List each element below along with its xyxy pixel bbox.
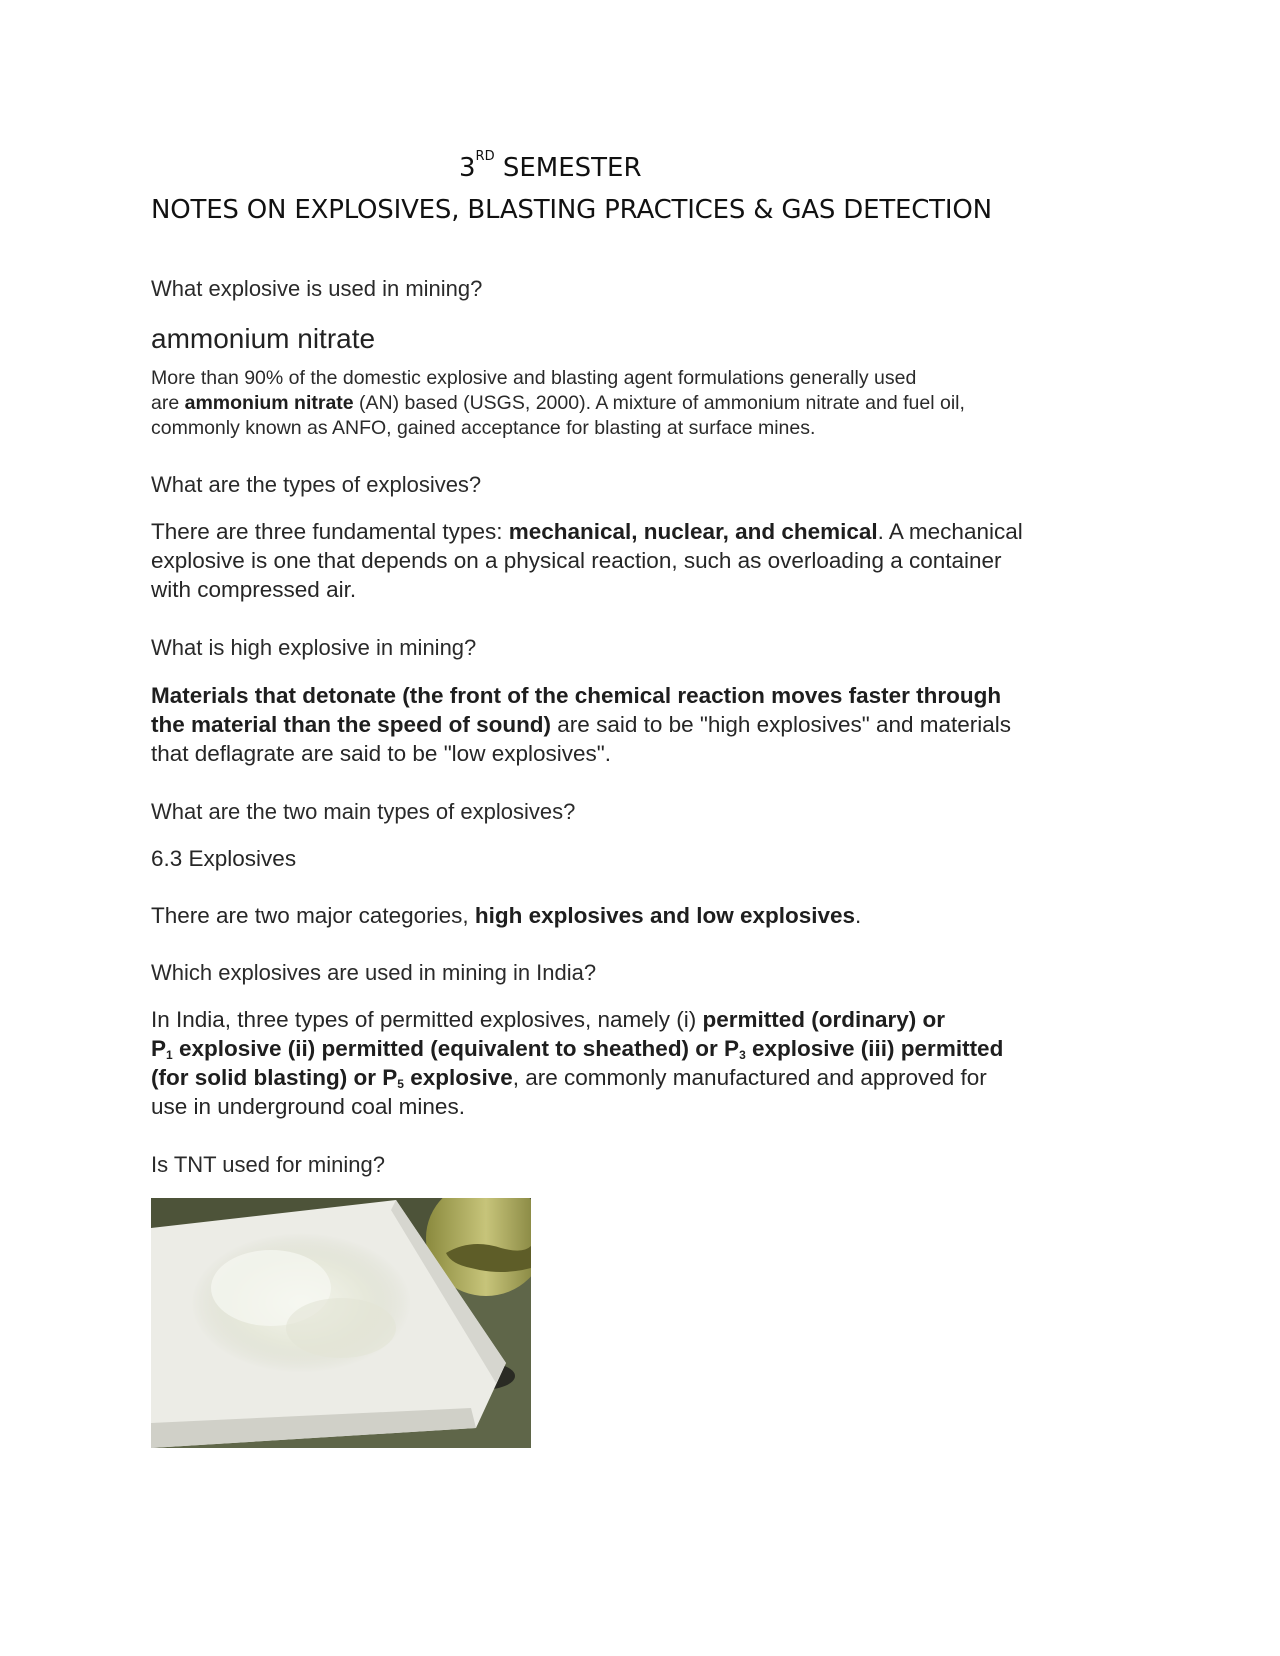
semester-heading: 3RD SEMESTER [459, 149, 642, 183]
question-types-of-explosives: What are the types of explosives? [151, 472, 482, 497]
paragraph-line: $P_1$ explosive (ii) permitted (equivalent to sheathed) or $P_3$ explosive (iii) permitted [151, 1036, 1004, 1062]
paragraph-line: Materials that detonate (the front of the chemical reaction moves faster through [151, 683, 1002, 708]
paragraph-line: There are two major categories, high explosives and low explosives. [151, 903, 862, 928]
answer-heading: ammonium nitrate [151, 323, 376, 354]
question-two-main-types: What are the two main types of explosives? [151, 799, 576, 824]
paragraph-line: There are three fundamental types: mechanical, nuclear, and chemical. A mechanical [151, 519, 1023, 544]
answer-paragraph-line: More than 90% of the domestic explosive and blasting agent formulations generally used [151, 367, 917, 389]
paragraph-line: explosive is one that depends on a physical reaction, such as overloading a container [151, 548, 1002, 573]
paragraph-line: (for solid blasting) or $P_5$ explosive, are commonly manufactured and approved for [151, 1065, 987, 1091]
paragraph-line: In India, three types of permitted explosives, namely (i) permitted (ordinary) or [151, 1007, 946, 1032]
question-tnt: Is TNT used for mining? [151, 1152, 385, 1177]
answer-paragraph-line: are ammonium nitrate (AN) based (USGS, 2000). A mixture of ammonium nitrate and fuel oil, [151, 392, 965, 414]
paragraph-line: the material than the speed of sound) are said to be "high explosives" and materials [151, 712, 1012, 737]
paragraph-line: that deflagrate are said to be "low explosives". [151, 741, 611, 766]
question-india-explosives: Which explosives are used in mining in India? [151, 960, 597, 985]
paragraph-line: use in underground coal mines. [151, 1094, 465, 1119]
document-title: NOTES ON EXPLOSIVES, BLASTING PRACTICES & GAS DETECTION [151, 195, 992, 225]
question-explosive-used: What explosive is used in mining? [151, 276, 483, 301]
paragraph-line: with compressed air. [151, 577, 357, 602]
photo-illustration [151, 1198, 531, 1448]
subheading-explosives: 6.3 Explosives [151, 846, 297, 871]
question-high-explosive: What is high explosive in mining? [151, 635, 477, 660]
explosive-powder-photo [151, 1198, 531, 1448]
answer-paragraph-line: commonly known as ANFO, gained acceptance for blasting at surface mines. [151, 417, 816, 439]
